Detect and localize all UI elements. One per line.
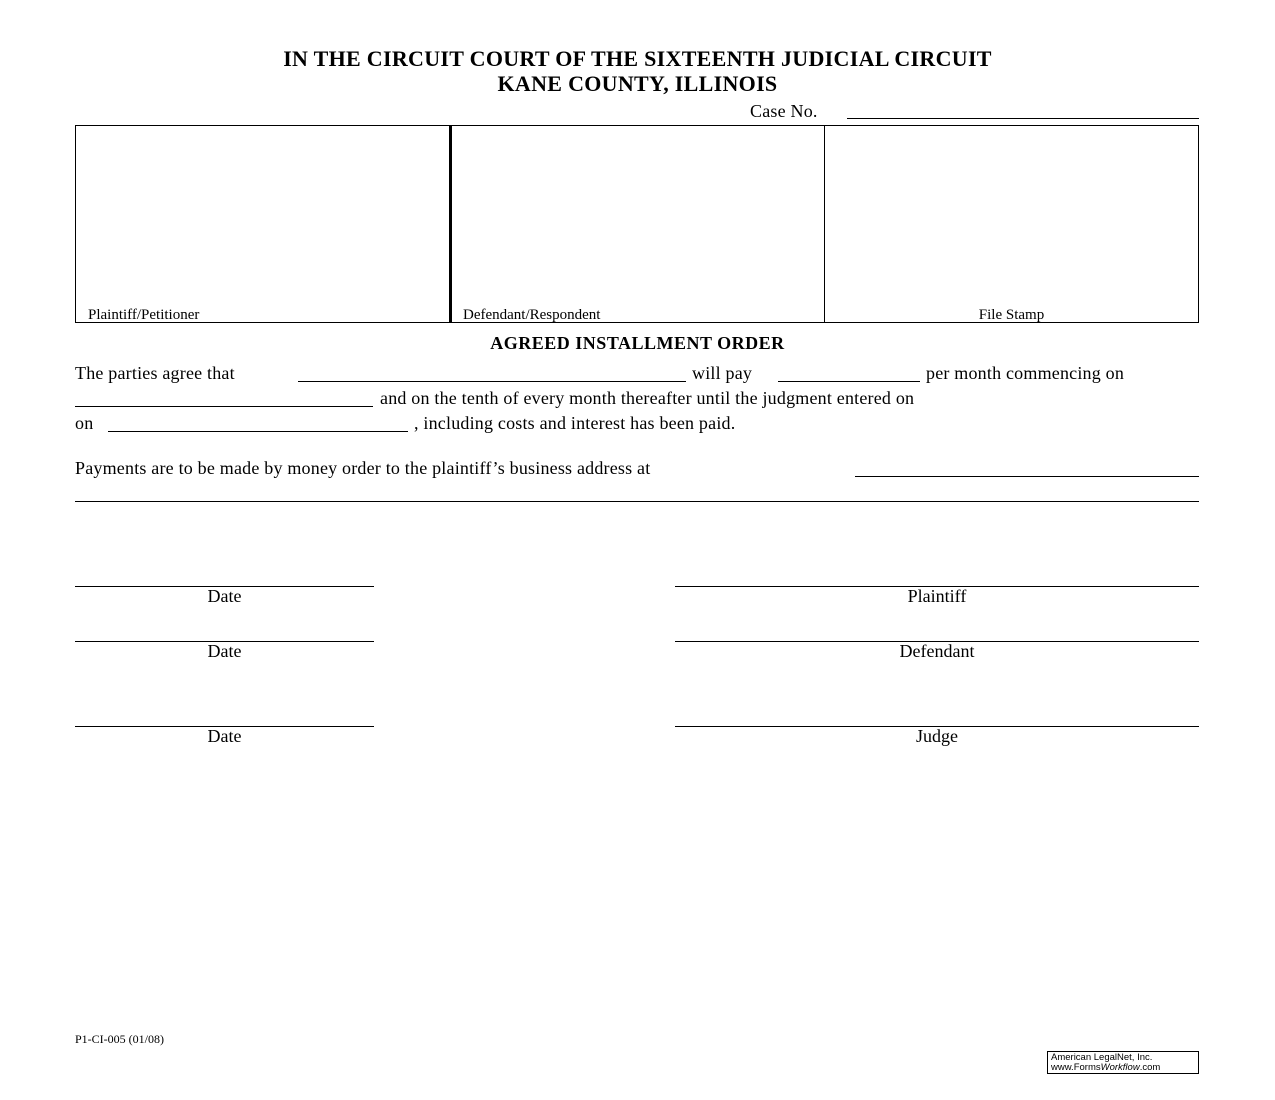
parties-agree-text: The parties agree that — [75, 363, 235, 383]
date-label-1: Date — [207, 586, 242, 606]
form-code: P1-CI-005 (01/08) — [75, 1032, 164, 1046]
debtor-name-field[interactable] — [298, 381, 686, 382]
payments-text: Payments are to be made by money order to the plaintiff’s business address at — [75, 458, 651, 478]
publisher-name: American LegalNet, Inc. — [1051, 1052, 1153, 1063]
defendant-signature-label: Defendant — [899, 641, 975, 661]
file-stamp-box — [824, 125, 1199, 323]
will-pay-text: will pay — [692, 363, 753, 383]
plaintiff-box[interactable] — [75, 125, 450, 323]
commencing-date-field[interactable] — [75, 406, 373, 407]
tenth-of-month-text: and on the tenth of every month thereafter until the judgment entered on — [380, 388, 915, 408]
file-stamp-label: File Stamp — [978, 307, 1045, 323]
defendant-box-label: Defendant/Respondent — [463, 307, 601, 323]
defendant-box[interactable] — [449, 125, 825, 323]
court-title: IN THE CIRCUIT COURT OF THE SIXTEENTH JUDICIAL CIRCUIT — [283, 46, 992, 71]
date-label-2: Date — [207, 641, 242, 661]
monthly-amount-field[interactable] — [778, 381, 920, 382]
order-title: AGREED INSTALLMENT ORDER — [490, 333, 785, 353]
publisher-website: www.FormsWorkflow.com — [1051, 1062, 1161, 1073]
costs-interest-text: , including costs and interest has been paid. — [414, 413, 736, 433]
case-number-field[interactable] — [847, 118, 1199, 119]
date-label-3: Date — [207, 726, 242, 746]
publisher-badge — [1047, 1051, 1199, 1074]
case-number-label: Case No. — [750, 101, 818, 121]
plaintiff-box-label: Plaintiff/Petitioner — [88, 307, 200, 323]
business-address-field-line2[interactable] — [75, 501, 1199, 502]
plaintiff-signature-label: Plaintiff — [907, 586, 967, 606]
county-title: KANE COUNTY, ILLINOIS — [497, 71, 778, 96]
judgment-date-field[interactable] — [108, 431, 408, 432]
business-address-field[interactable] — [855, 476, 1199, 477]
judge-signature-label: Judge — [916, 726, 958, 746]
per-month-text: per month commencing on — [926, 363, 1125, 383]
on-text: on — [75, 413, 94, 433]
